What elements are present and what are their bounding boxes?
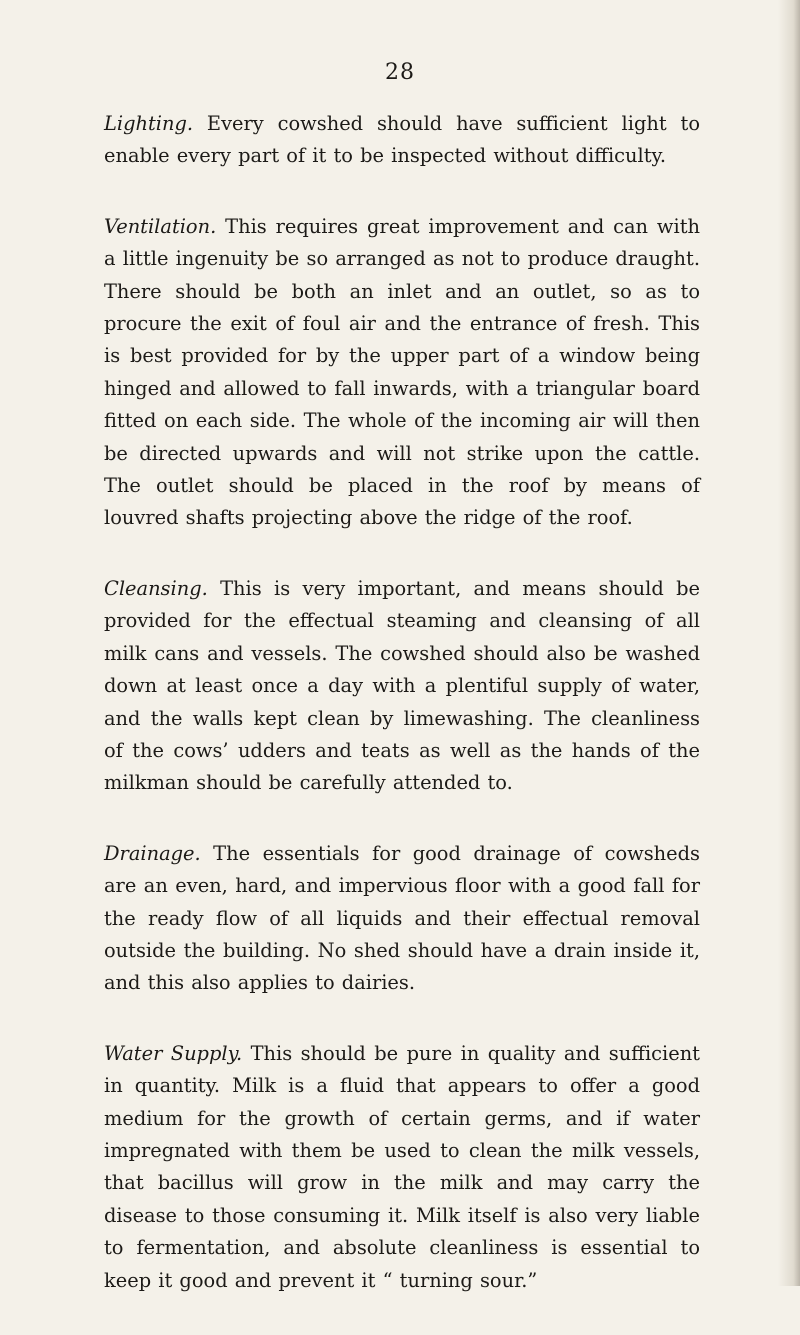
section-text-drainage: The essentials for good drainage of cowsheds are an even, hard, and impervious floor with a good fall for the ready flow of all liquids and their effectual removal outside the building. No shed should have a drain inside it, and this also applies to dairies. xyxy=(104,841,700,995)
section-heading-lighting: Lighting. xyxy=(104,112,194,135)
section-heading-water-supply: Water Supply. xyxy=(104,1041,243,1065)
section-text-lighting: Every cowshed should have sufficient light to enable every part of it to be inspected without difficulty. xyxy=(104,112,700,168)
page-number: 28 xyxy=(385,60,415,85)
page-body xyxy=(104,108,700,1335)
section-text-cleansing: This is very important, and means should be provided for the effectual steaming and cleansing of all milk cans and vessels. The cowshed should also be washed down at least once a day with a plentiful supply of water, and the walls kept clean by limewashing. The cleanliness of the cows’ udders and teats as well as the hands of the milkman should be carefully attended to. xyxy=(104,576,700,795)
paragraph-drainage xyxy=(104,838,700,1000)
section-text-water-supply: This should be pure in quality and sufficient in quantity. Milk is a fluid that appears to offer a good medium for the growth of certain germs, and if water impregnated with them be used to clean the milk vessels, that bacillus will grow in the milk and may carry the disease to those consuming it. Milk itself is also very liable to fermentation, and absolute cleanliness is essential to keep it good and prevent it “ turning sour.” xyxy=(104,1041,700,1292)
section-heading-ventilation: Ventilation. xyxy=(104,214,217,238)
paragraph-water-supply xyxy=(104,1038,700,1297)
section-text-ventilation: This requires great improvement and can with a little ingenuity be so arranged as not to produce draught. There should be both an inlet and an outlet, so as to procure the exit of foul air and the entrance of fresh. This is best provided for by the upper part of a window being hinged and allowed to fall inwards, with a triangular board fitted on each side. The whole of the incoming air will then be directed upwards and will not strike upon the cattle. The outlet should be placed in the roof by means of louvred shafts projecting above the ridge of the roof. xyxy=(104,214,700,530)
paragraph-ventilation xyxy=(104,211,700,535)
page-edge-shadow xyxy=(778,0,800,1286)
paragraph-lighting xyxy=(104,108,700,173)
paragraph-cleansing xyxy=(104,573,700,800)
section-heading-cleansing: Cleansing. xyxy=(104,576,208,600)
section-heading-drainage: Drainage. xyxy=(104,841,201,865)
